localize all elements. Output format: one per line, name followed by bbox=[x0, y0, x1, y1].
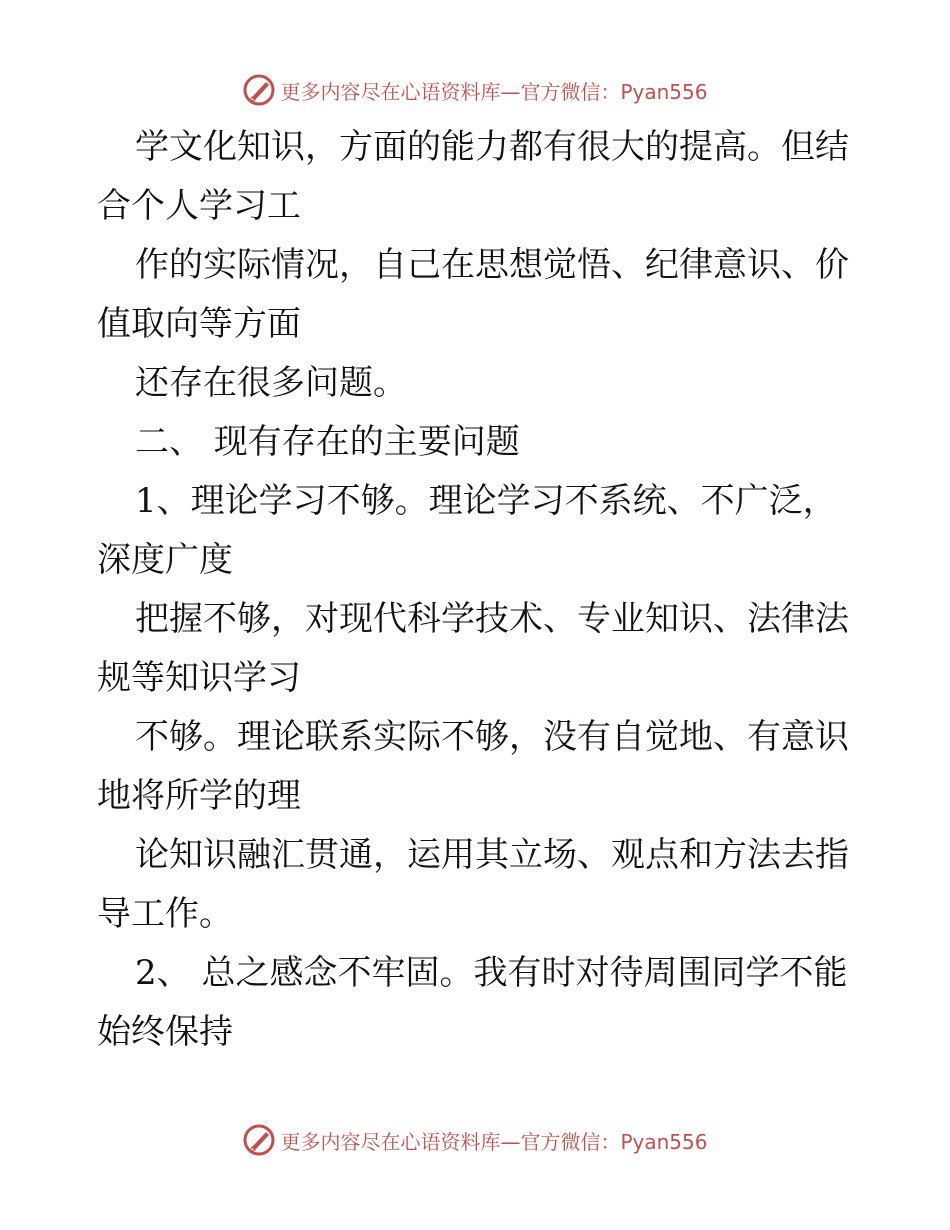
pen-logo-icon bbox=[242, 73, 276, 107]
text-line: 始终保持 bbox=[97, 1012, 233, 1052]
text-line: 规等知识学习 bbox=[97, 658, 301, 698]
watermark-text: 更多内容尽在心语资料库—官方微信：Pyan556 bbox=[280, 79, 708, 104]
text-line: 导工作。 bbox=[97, 894, 233, 934]
text-line: 2、 总之感念不牢固。我有时对待周围同学不能 bbox=[135, 953, 848, 993]
text-line: 不够。理论联系实际不够，没有自觉地、有意识 bbox=[135, 717, 849, 757]
text-line: 值取向等方面 bbox=[97, 304, 301, 344]
text-line: 二、 现有存在的主要问题 bbox=[135, 422, 520, 462]
text-line: 地将所学的理 bbox=[97, 776, 301, 816]
watermark-text: 更多内容尽在心语资料库—官方微信：Pyan556 bbox=[280, 1129, 708, 1154]
watermark-footer bbox=[0, 1120, 950, 1160]
text-line: 1、理论学习不够。理论学习不系统、不广泛， bbox=[135, 481, 837, 521]
text-line: 论知识融汇贯通，运用其立场、观点和方法去指 bbox=[135, 835, 849, 875]
text-line: 学文化知识，方面的能力都有很大的提高。但结 bbox=[135, 127, 849, 167]
watermark-header bbox=[0, 70, 950, 110]
text-line: 还存在很多问题。 bbox=[135, 363, 407, 403]
text-line: 合个人学习工 bbox=[97, 186, 301, 226]
text-line: 把握不够，对现代科学技术、专业知识、法律法 bbox=[135, 599, 849, 639]
document-body bbox=[97, 118, 857, 1062]
pen-logo-icon bbox=[242, 1123, 276, 1157]
text-line: 深度广度 bbox=[97, 540, 233, 580]
text-line: 作的实际情况，自己在思想觉悟、纪律意识、价 bbox=[135, 245, 849, 285]
